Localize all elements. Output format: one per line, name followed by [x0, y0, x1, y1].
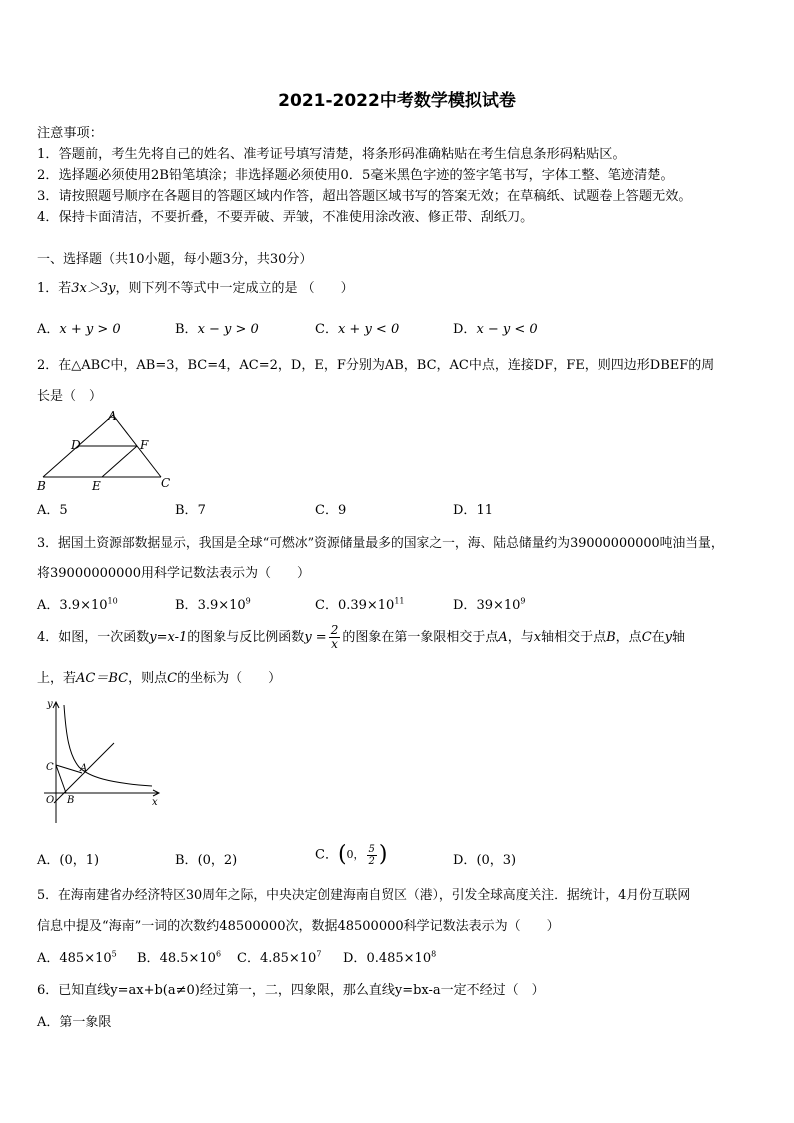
notice-item: 4．保持卡面清洁，不要折叠，不要弄破、弄皱，不准使用涂改液、修正带、刮纸刀。 — [37, 210, 534, 225]
option-value: (0，1) — [59, 853, 100, 868]
fraction-denominator: x — [331, 637, 338, 651]
question-4-line1 — [37, 620, 685, 656]
fraction-numerator: 2 — [330, 623, 339, 637]
q4-fraction — [329, 624, 341, 651]
q1-stem-end: ，则下列不等式中一定成立的是 （ ） — [115, 281, 354, 296]
option-label: C． — [315, 322, 338, 337]
option-exponent: 7 — [316, 949, 322, 959]
option-prefix: 0， — [346, 848, 365, 861]
option-label: A． — [37, 853, 60, 868]
option-value: 5 — [59, 503, 68, 518]
q4-text: ，与 — [507, 630, 534, 645]
q5-option-c[interactable] — [237, 947, 321, 966]
q2-option-a[interactable] — [37, 499, 68, 518]
q4-point: A — [498, 630, 508, 645]
q3-option-c[interactable] — [315, 594, 405, 613]
option-exponent: 9 — [520, 596, 526, 606]
option-value: (0，3) — [476, 853, 517, 868]
q4-text: 的图象与反比例函数 — [187, 630, 305, 645]
option-exponent: 9 — [245, 596, 251, 606]
q4-text: 的图象在第一象限相交于点 — [342, 630, 499, 645]
fraction-numerator: 5 — [368, 843, 375, 855]
left-paren: ( — [337, 842, 347, 867]
notice-item: 1．答题前，考生先将自己的姓名、准考证号填写清楚，将条形码准确粘贴在考生信息条形码粘贴区。 — [37, 147, 626, 162]
q1-option-c[interactable] — [315, 318, 399, 337]
q4-axis: x — [533, 630, 542, 645]
page-title: 2021-2022中考数学模拟试卷 — [278, 91, 516, 111]
label-e: E — [92, 479, 101, 492]
q4-axis: y — [664, 630, 673, 645]
section-heading: 一、选择题（共10小题，每小题3分，共30分） — [37, 252, 313, 267]
q1-option-d[interactable] — [453, 318, 538, 337]
option-value: 第一象限 — [59, 1015, 112, 1030]
q4-point: C — [641, 630, 652, 645]
option-fraction — [367, 844, 377, 867]
label-b: B — [67, 795, 75, 806]
q4-inverse-fn-lhs: y = — [304, 630, 327, 645]
option-exponent: 8 — [431, 949, 437, 959]
q4-point: B — [606, 630, 616, 645]
question-5-line1: 5．在海南建省办经济特区30周年之际，中央决定创建海南自贸区（港），引发全球高度关注．据统计，4月份互联网 — [37, 888, 691, 903]
option-base: 0.485×10 — [366, 951, 432, 966]
q4-linear-fn: y=x-1 — [149, 630, 188, 645]
label-o: O — [46, 795, 55, 806]
option-label: D． — [453, 322, 477, 337]
segment-fe — [102, 446, 137, 477]
option-label: D． — [453, 853, 477, 868]
question-4-line2 — [37, 667, 281, 686]
label-x: x — [152, 797, 158, 808]
q1-stem-start: 1．若 — [37, 281, 72, 296]
q4-graph-figure — [34, 695, 169, 830]
option-label: C． — [315, 598, 338, 613]
q2-triangle-figure — [34, 408, 184, 492]
option-label: A． — [37, 951, 60, 966]
option-value: 11 — [476, 503, 493, 518]
q2-option-d[interactable] — [453, 499, 493, 518]
label-y: y — [47, 699, 53, 710]
q2-option-b[interactable] — [175, 499, 206, 518]
q4-option-d[interactable] — [453, 849, 516, 868]
q1-option-b[interactable] — [175, 318, 259, 337]
q4-text: 的坐标为（ ） — [177, 671, 282, 686]
q4-text: 轴 — [672, 630, 686, 645]
option-label: C． — [315, 847, 338, 863]
option-label: B． — [175, 322, 198, 337]
segment-cb — [56, 765, 66, 793]
option-exponent: 6 — [215, 949, 222, 959]
option-base: 0.39×10 — [337, 598, 395, 613]
q5-option-d[interactable] — [343, 947, 436, 966]
q1-expression: 3x＞3y — [71, 281, 116, 296]
q3-option-d[interactable] — [453, 594, 526, 613]
notice-item: 2．选择题必须使用2B铅笔填涂；非选择题必须使用0．5毫米黑色字迹的签字笔书写，字体工整、笔迹清楚。 — [37, 168, 674, 183]
option-label: D． — [453, 503, 477, 518]
notice-heading: 注意事项： — [37, 126, 103, 141]
question-3-line1: 3．据国土资源部数据显示，我国是全球“可燃冰”资源储量最多的国家之一，海、陆总储量约为39000000000吨油当量， — [37, 536, 724, 551]
q4-condition: AC＝BC — [76, 671, 129, 686]
label-a: A — [108, 409, 117, 423]
q4-option-c[interactable] — [315, 840, 388, 871]
question-6: 6．已知直线y=ax+b(a≠0)经过第一，二，四象限，那么直线y=bx-a一定不经过（ ） — [37, 983, 545, 998]
q1-option-a[interactable] — [37, 318, 121, 337]
option-value: (0，2) — [197, 853, 238, 868]
question-5-line2: 信息中提及“海南”一词的次数约48500000次，数据48500000科学记数法表示为（ ） — [37, 919, 560, 934]
option-label: C． — [315, 503, 338, 518]
q5-option-a[interactable] — [37, 947, 117, 966]
option-label: A． — [37, 322, 60, 337]
option-exponent: 5 — [111, 949, 117, 959]
option-label: D． — [453, 598, 477, 613]
option-exponent: 11 — [394, 596, 405, 606]
option-label: B． — [175, 503, 198, 518]
q4-text: 轴相交于点 — [541, 630, 607, 645]
question-2-line1: 2．在△ABC中，AB=3，BC=4，AC=2，D，E，F分别为AB，BC，AC中点，连接DF，FE，则四边形DBEF的周 — [37, 358, 715, 373]
option-base: 3.9×10 — [59, 598, 108, 613]
question-1 — [37, 277, 354, 296]
q4-text: 4．如图，一次函数 — [37, 630, 150, 645]
option-label: B． — [175, 598, 198, 613]
option-label: B． — [175, 853, 198, 868]
option-label: A． — [37, 598, 60, 613]
q4-option-b[interactable] — [175, 849, 237, 868]
q3-option-b[interactable] — [175, 594, 251, 613]
q4-point: C — [167, 671, 178, 686]
option-expr: x − y < 0 — [476, 322, 538, 337]
option-base: 4.85×10 — [259, 951, 317, 966]
option-label: A． — [37, 1015, 60, 1030]
q4-text: 上，若 — [37, 671, 77, 686]
option-base: 3.9×10 — [197, 598, 246, 613]
option-expr: x + y < 0 — [337, 322, 400, 337]
q6-option-a[interactable] — [37, 1011, 111, 1030]
q4-text: 在 — [651, 630, 665, 645]
label-b: B — [37, 479, 46, 492]
option-expr: x + y > 0 — [59, 322, 121, 337]
question-3-line2: 将39000000000用科学记数法表示为（ ） — [37, 566, 310, 581]
fraction-denominator: 2 — [368, 855, 375, 867]
q3-option-a[interactable] — [37, 594, 118, 613]
option-label: C． — [237, 951, 260, 966]
notice-item: 3．请按照题号顺序在各题目的答题区域内作答，超出答题区域书写的答案无效；在草稿纸、试题卷上答题无效。 — [37, 189, 692, 204]
option-base: 485×10 — [59, 951, 112, 966]
label-d: D — [71, 438, 81, 452]
option-base: 39×10 — [476, 598, 521, 613]
option-label: A． — [37, 503, 60, 518]
option-expr: x − y > 0 — [197, 322, 259, 337]
label-a: A — [80, 763, 88, 774]
q4-text: ，点 — [615, 630, 642, 645]
q4-option-a[interactable] — [37, 849, 99, 868]
label-c: C — [46, 762, 54, 773]
label-c: C — [161, 476, 171, 490]
q5-option-b[interactable] — [137, 947, 221, 966]
option-label: B． — [137, 951, 160, 966]
option-exponent: 10 — [107, 596, 118, 606]
option-value: 9 — [337, 503, 347, 518]
right-paren: ) — [378, 842, 388, 867]
label-f: F — [140, 438, 149, 452]
hyperbola-curve — [64, 705, 152, 786]
q4-text: ，则点 — [128, 671, 168, 686]
q2-option-c[interactable] — [315, 499, 346, 518]
option-value: 7 — [197, 503, 206, 518]
option-label: D． — [343, 951, 367, 966]
question-2-line2: 长是（ ） — [37, 389, 103, 404]
option-base: 48.5×10 — [159, 951, 216, 966]
